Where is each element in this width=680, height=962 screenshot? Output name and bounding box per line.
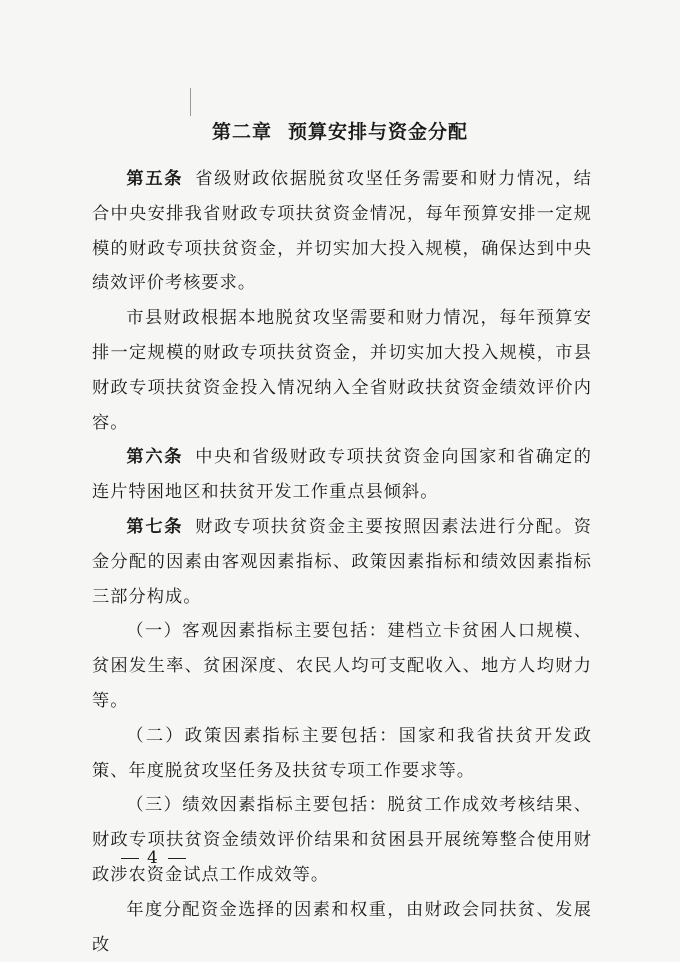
article-label: 第五条 <box>126 169 184 189</box>
paragraph-text: 年度分配资金选择的因素和权重，由财政会同扶贫、发展改 <box>92 899 592 955</box>
paragraph-text: （一）客观因素指标主要包括：建档立卡贫困人口规模、贫困发生率、贫困深度、农民人均可支配收入、地方人均财力等。 <box>92 621 592 711</box>
paragraph-text: 中央和省级财政专项扶贫资金向国家和省确定的连片特困地区和扶贫开发工作重点县倾斜。 <box>92 447 592 503</box>
article-label: 第六条 <box>126 447 184 468</box>
paragraph-text: 省级财政依据脱贫攻坚任务需要和财力情况，结合中央安排我省财政专项扶贫资金情况，每年预算安排一定规模的财政专项扶贫资金，并切实加大投入规模，确保达到中央绩效评价考核要求。 <box>92 169 592 294</box>
paragraph-text: （二）政策因素指标主要包括：国家和我省扶贫开发政策、年度脱贫攻坚任务及扶贫专项工作要求等。 <box>92 725 592 781</box>
body-text <box>92 162 592 962</box>
article-label: 第七条 <box>126 516 184 537</box>
article-5-paragraph <box>92 162 592 301</box>
chapter-number: 第二章 <box>211 121 272 143</box>
policy-factors-item <box>92 719 592 789</box>
article-7-paragraph <box>92 510 592 614</box>
page-number <box>113 848 194 868</box>
page-number-value: 4 <box>147 848 160 868</box>
binding-mark <box>190 88 191 116</box>
paragraph-text: 市县财政根据本地脱贫攻坚需要和财力情况，每年预算安排一定规模的财政专项扶贫资金，并切实加大投入规模，市县财政专项扶贫资金投入情况纳入全省财政扶贫资金绩效评价内容。 <box>92 308 592 433</box>
page-number-dash-right <box>168 858 186 859</box>
paragraph-text: 财政专项扶贫资金主要按照因素法进行分配。资金分配的因素由客观因素指标、政策因素指标和绩效因素指标三部分构成。 <box>92 516 592 607</box>
chapter-heading <box>0 117 680 144</box>
weighting-paragraph <box>92 893 592 962</box>
objective-factors-item <box>92 614 592 718</box>
article-5-sub-paragraph <box>92 301 592 440</box>
article-6-paragraph <box>92 440 592 510</box>
paragraph-text: （三）绩效因素指标主要包括：脱贫工作成效考核结果、财政专项扶贫资金绩效评价结果和贫困县开展统筹整合使用财政涉农资金试点工作成效等。 <box>92 795 592 885</box>
chapter-title: 预算安排与资金分配 <box>288 121 469 143</box>
page-number-dash-left <box>121 858 139 859</box>
performance-factors-item <box>92 788 592 892</box>
